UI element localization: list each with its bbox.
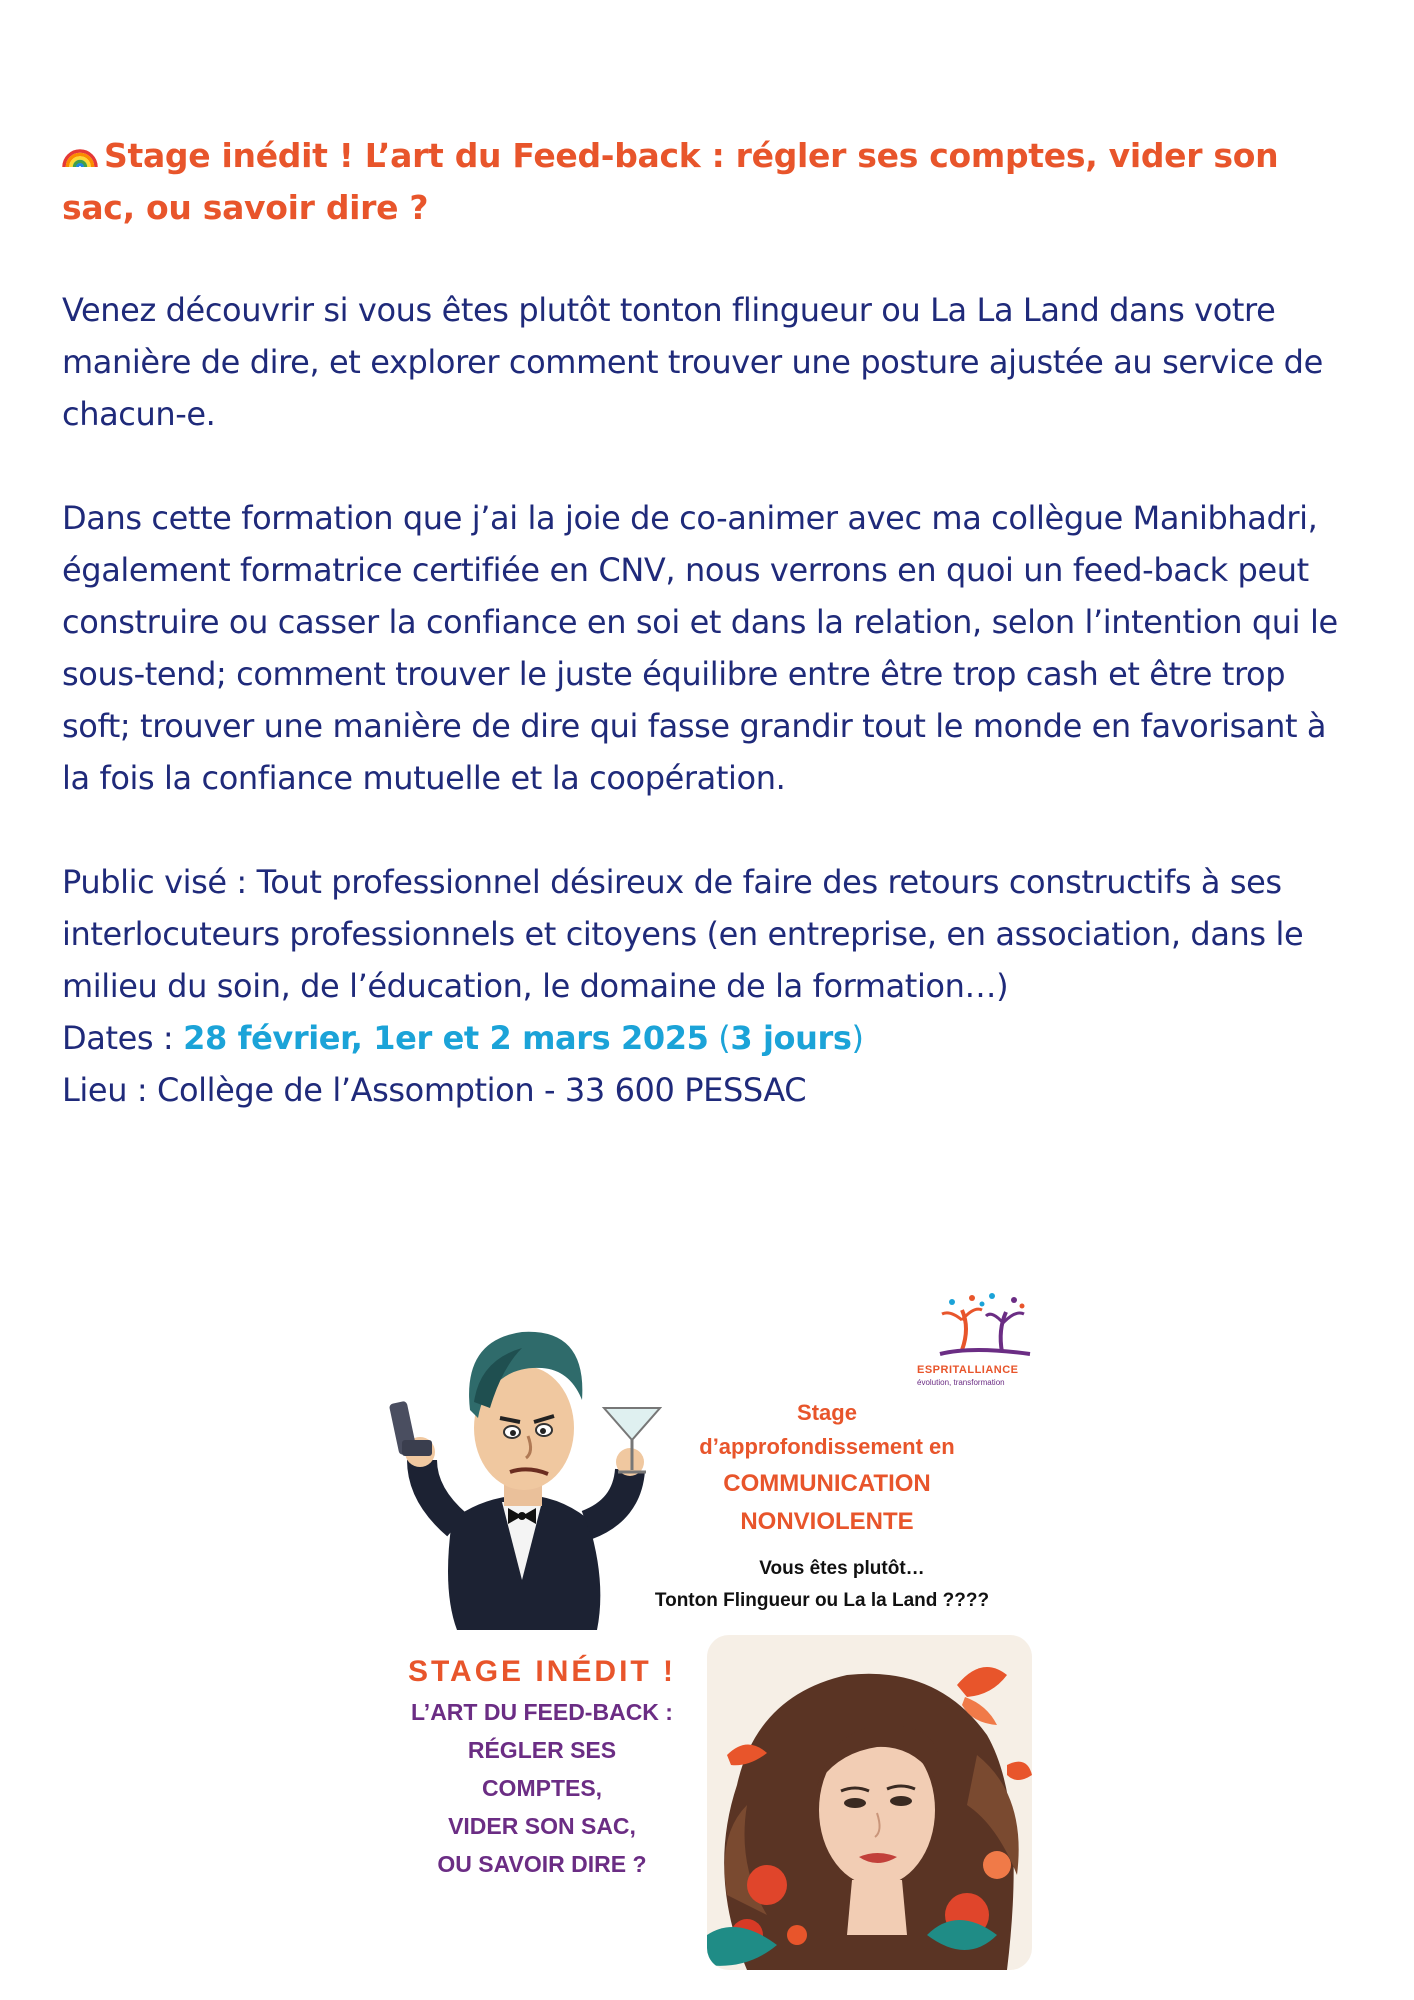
flyer-upper-panel xyxy=(382,1290,1032,1630)
woman-illustration xyxy=(707,1635,1032,1970)
cnv-line2: NONVIOLENTE xyxy=(740,1508,914,1535)
dates-line xyxy=(62,1012,1362,1064)
post-title xyxy=(62,130,1362,234)
flyer-lower-panel xyxy=(382,1635,1032,1970)
logo-subtext: évolution, transformation xyxy=(917,1378,1005,1387)
rainbow-icon xyxy=(62,143,98,169)
inedit-heading: STAGE INÉDIT ! xyxy=(407,1655,677,1688)
question-line2: Tonton Flingueur ou La la Land ???? xyxy=(654,1590,990,1611)
event-flyer xyxy=(382,1290,1032,1970)
art-line5: OU SAVOIR DIRE ? xyxy=(437,1851,647,1877)
question-line1: Vous êtes plutôt… xyxy=(759,1558,925,1579)
logo-text: ESPRITALLIANCE xyxy=(917,1364,1019,1376)
dates-label: Dates : xyxy=(62,1019,184,1057)
art-line4: VIDER SON SAC, xyxy=(448,1813,636,1839)
stage-line1: Stage xyxy=(797,1400,857,1425)
stage-line2: d’approfondissement en xyxy=(699,1434,955,1459)
description-paragraph: Dans cette formation que j’ai la joie de co-animer avec ma collègue Manibhadri, également formatrice certifiée en CNV, nous verrons en quoi un feed-back peut construire ou casser la confiance en soi et dans la relation, selon l’intention qui le sous-tend; comment trouver le juste équilibre entre être trop cash et être trop soft; trouver une manière de dire qui fasse grandir tout le monde en favorisant à la fois la confiance mutuelle et la coopération. xyxy=(62,499,1338,797)
art-line2: RÉGLER SES xyxy=(467,1737,617,1763)
dates-close: ) xyxy=(851,1019,864,1057)
dates-value: 28 février, 1er et 2 mars 2025 xyxy=(183,1019,709,1057)
dates-open: ( xyxy=(708,1019,731,1057)
esprit-alliance-logo xyxy=(932,1290,1032,1360)
cnv-line1: COMMUNICATION xyxy=(723,1470,931,1497)
art-line1: L’ART DU FEED-BACK : xyxy=(411,1699,673,1725)
dates-duration: 3 jours xyxy=(730,1019,852,1057)
art-line3: COMPTES, xyxy=(481,1775,603,1801)
post-content xyxy=(62,130,1362,1116)
lieu-line: Lieu : Collège de l’Assomption - 33 600 PESSAC xyxy=(62,1071,807,1109)
intro-paragraph: Venez découvrir si vous êtes plutôt tonton flingueur ou La La Land dans votre manière de dire, et explorer comment trouver une posture ajustée au service de chacun-e. xyxy=(62,291,1323,433)
post-title-text: Stage inédit ! L’art du Feed-back : régler ses comptes, vider son sac, ou savoir dire ? xyxy=(62,136,1279,227)
gangster-illustration xyxy=(382,1290,662,1630)
public-text: Public visé : Tout professionnel désireux de faire des retours constructifs à ses interlocuteurs professionnels et citoyens (en entreprise, en association, dans le milieu du soin, de l’éducation, le domaine de la formation…) xyxy=(62,863,1304,1005)
